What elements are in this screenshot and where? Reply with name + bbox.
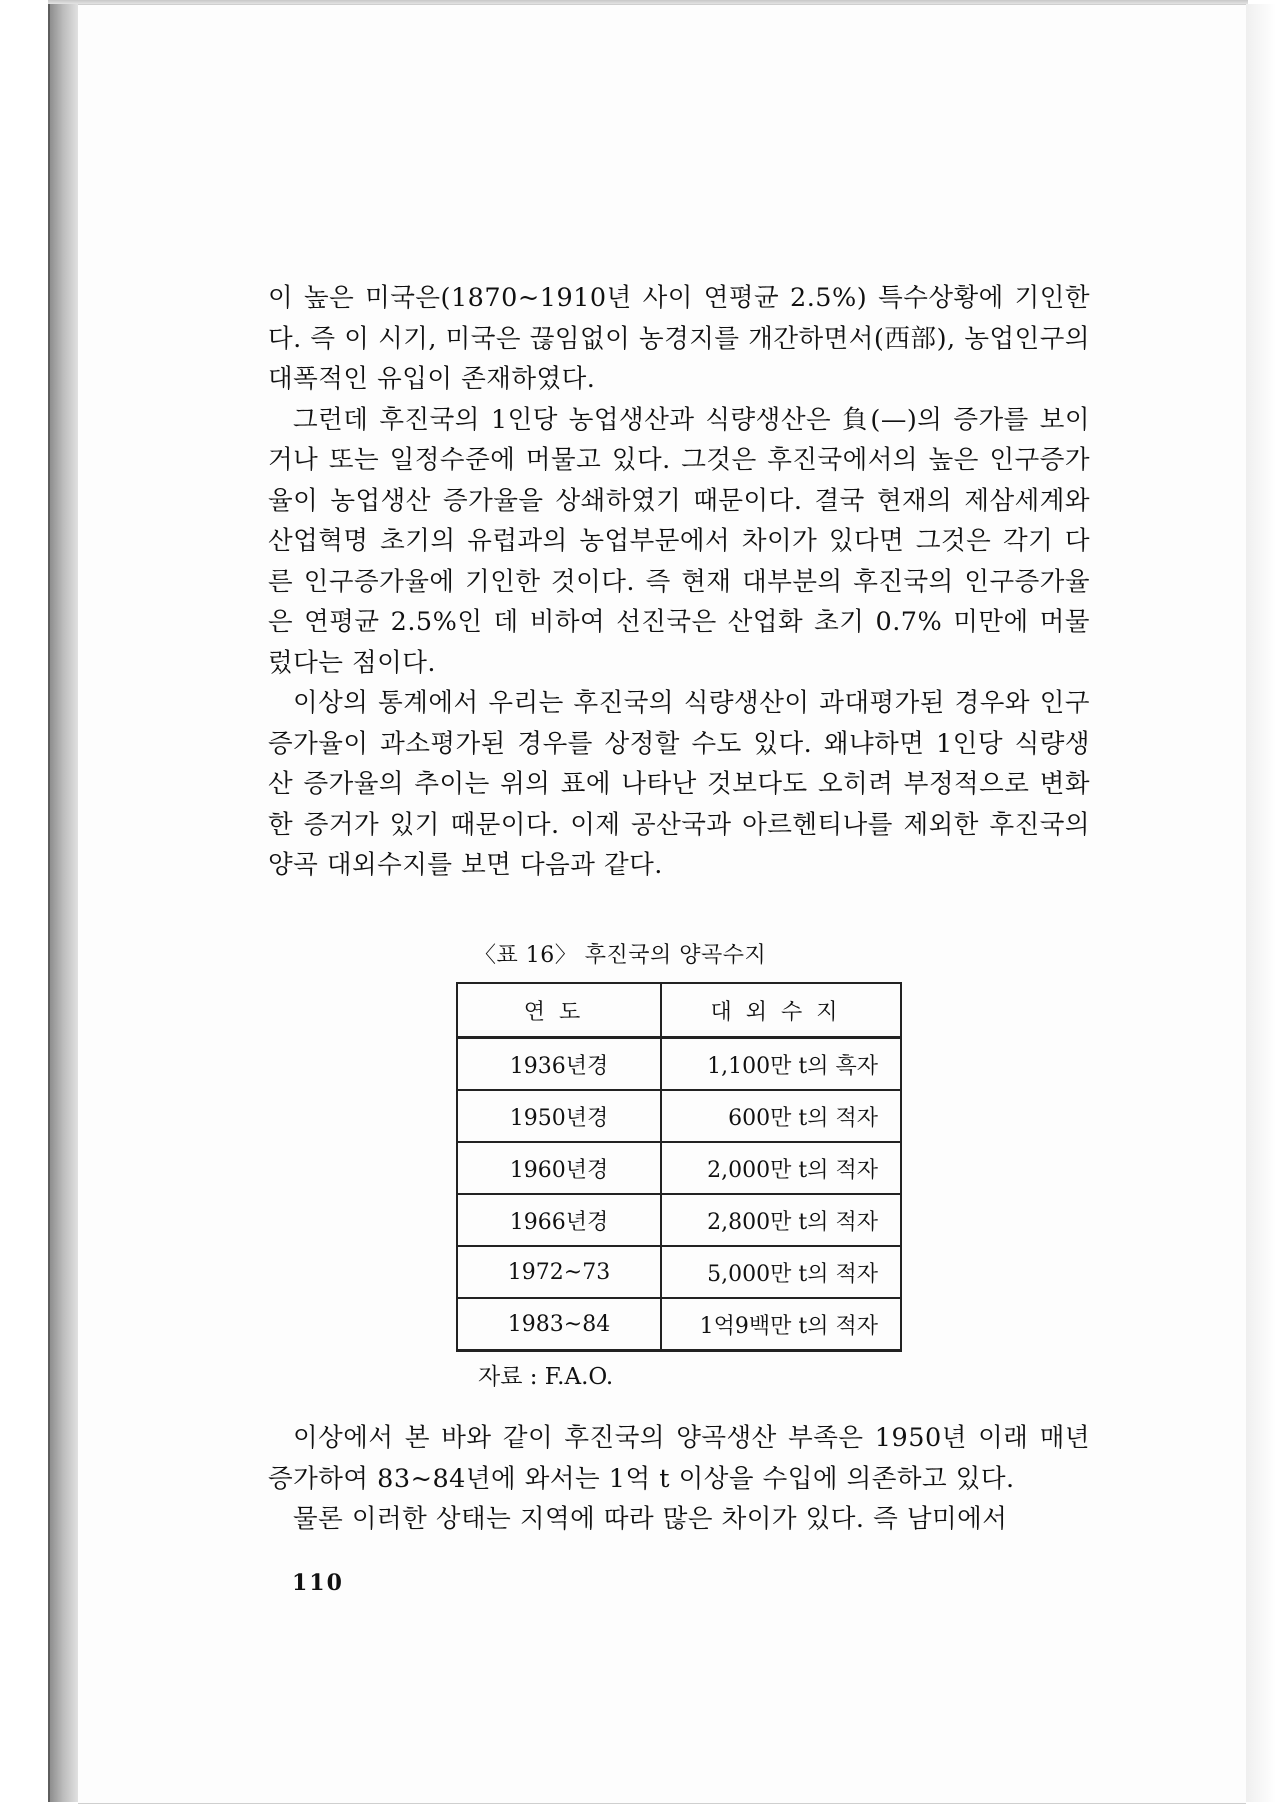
paragraph: 이상의 통계에서 우리는 후진국의 식량생산이 과대평가된 경우와 인구증가율이 과소평가된 경우를 상정할 수도 있다. 왜냐하면 1인당 식량생산 증가율의 추이는 위의 표에 나타난 것보다도 오히려 부정적으로 변화한 증거가 있기 때문이다. 이제 공산국과 아르헨티나를 제외한 후진국의 양곡 대외수지를 보면 다음과 같다.: [268, 688, 1090, 880]
body-text-bottom: [268, 1418, 1090, 1540]
body-text-top: [268, 278, 1090, 886]
cell-year: 1950년경: [457, 1090, 661, 1142]
grain-balance-table: [456, 982, 902, 1352]
cell-balance: 1,100만 t의 흑자: [661, 1038, 901, 1091]
paragraph: 물론 이러한 상태는 지역에 따라 많은 차이가 있다. 즉 남미에서: [293, 1504, 1008, 1534]
cell-balance: 2,000만 t의 적자: [661, 1142, 901, 1194]
cell-year: 1966년경: [457, 1194, 661, 1246]
table-row: [457, 1038, 901, 1091]
page-number: 110: [292, 1570, 344, 1596]
table-source: 자료 : F.A.O.: [478, 1364, 614, 1390]
paragraph: 이 높은 미국은(1870~1910년 사이 연평균 2.5%) 특수상황에 기인한다. 즉 이 시기, 미국은 끊임없이 농경지를 개간하면서(西部), 농업인구의 대폭적인 유입이 존재하였다.: [268, 283, 1090, 394]
table-caption: 〈표 16〉 후진국의 양곡수지: [474, 943, 767, 968]
header-year: 연도: [457, 983, 661, 1038]
cell-year: 1960년경: [457, 1142, 661, 1194]
table-header-row: [457, 983, 901, 1038]
cell-balance: 5,000만 t의 적자: [661, 1246, 901, 1298]
cell-year: 1972~73: [457, 1246, 661, 1298]
paragraph: 그런데 후진국의 1인당 농업생산과 식량생산은 負(—)의 증가를 보이거나 또는 일정수준에 머물고 있다. 그것은 후진국에서의 높은 인구증가율이 농업생산 증가율을 상쇄하였기 때문이다. 결국 현재의 제삼세계와 산업혁명 초기의 유럽과의 농업부문에서 차이가 있다면 그것은 각기 다른 인구증가율에 기인한 것이다. 즉 현재 대부분의 후진국의 인구증가율은 연평균 2.5%인 데 비하여 선진국은 산업화 초기 0.7% 미만에 머물렀다는 점이다.: [268, 404, 1090, 678]
header-balance: 대외수지: [661, 983, 901, 1038]
paragraph: 이상에서 본 바와 같이 후진국의 양곡생산 부족은 1950년 이래 매년 증가하여 83~84년에 와서는 1억 t 이상을 수입에 의존하고 있다.: [268, 1423, 1090, 1494]
table-row: [457, 1298, 901, 1351]
table-row: [457, 1142, 901, 1194]
cell-balance: 1억9백만 t의 적자: [661, 1298, 901, 1351]
cell-year: 1936년경: [457, 1038, 661, 1091]
table-row: [457, 1090, 901, 1142]
cell-year: 1983~84: [457, 1298, 661, 1351]
table-row: [457, 1246, 901, 1298]
cell-balance: 600만 t의 적자: [661, 1090, 901, 1142]
page-stack-left-edge: [48, 4, 80, 1802]
table-row: [457, 1194, 901, 1246]
page-right-margin: [1246, 4, 1276, 1802]
cell-balance: 2,800만 t의 적자: [661, 1194, 901, 1246]
